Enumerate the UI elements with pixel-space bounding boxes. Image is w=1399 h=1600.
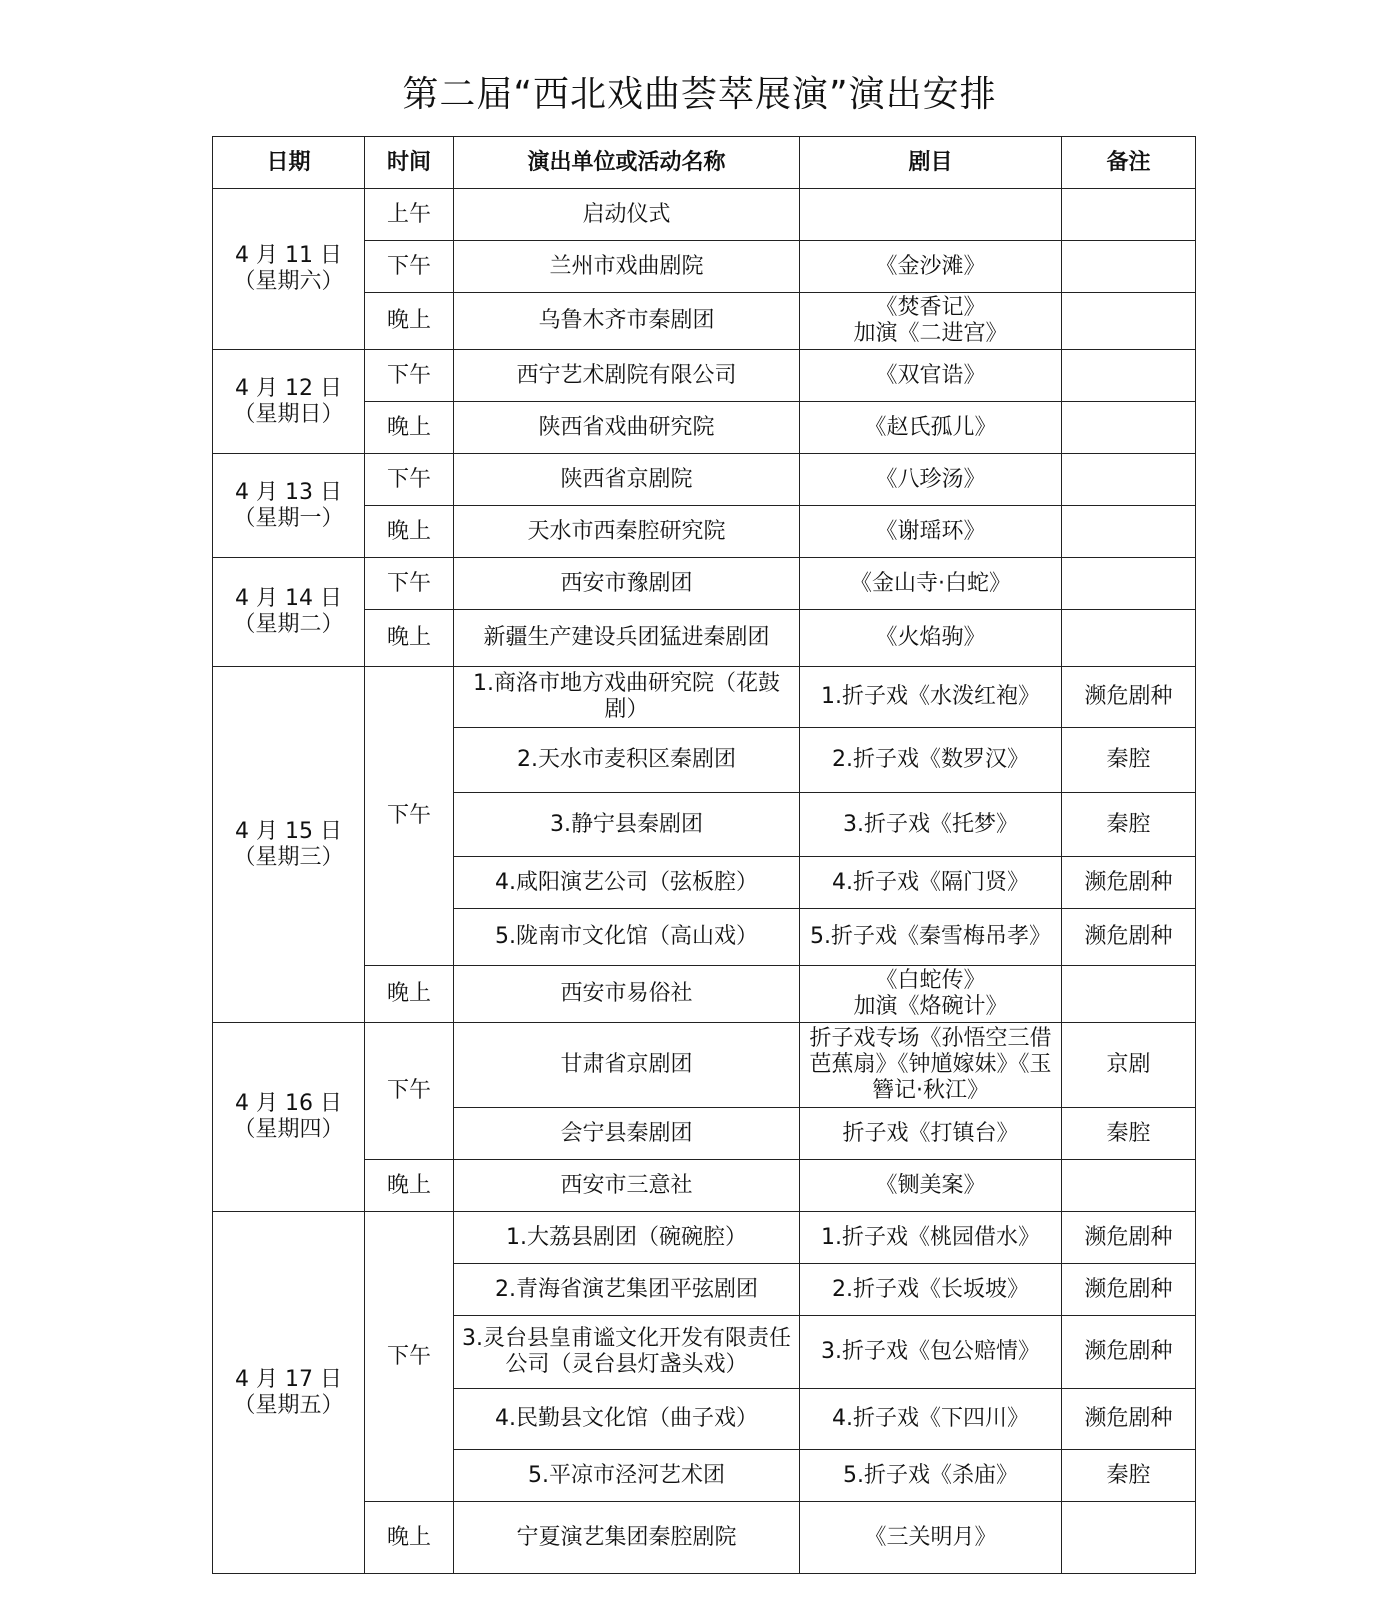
note-cell bbox=[1062, 241, 1196, 293]
time-cell: 下午 bbox=[365, 1212, 454, 1502]
unit-cell: 3.静宁县秦剧团 bbox=[454, 793, 800, 857]
play-cell: 5.折子戏《杀庙》 bbox=[800, 1450, 1062, 1502]
unit-cell: 5.陇南市文化馆（高山戏） bbox=[454, 909, 800, 966]
time-cell: 晚上 bbox=[365, 610, 454, 667]
time-cell: 晚上 bbox=[365, 1160, 454, 1212]
time-cell: 晚上 bbox=[365, 506, 454, 558]
date-cell: 4 月 16 日 （星期四） bbox=[213, 1023, 365, 1212]
play-cell bbox=[800, 189, 1062, 241]
header-time: 时间 bbox=[365, 137, 454, 189]
date-cell: 4 月 11 日 （星期六） bbox=[213, 189, 365, 350]
document-title: 第二届“西北戏曲荟萃展演”演出安排 bbox=[402, 74, 997, 115]
play-cell: 《金沙滩》 bbox=[800, 241, 1062, 293]
unit-cell: 2.天水市麦积区秦剧团 bbox=[454, 728, 800, 793]
header-row bbox=[213, 137, 1196, 189]
note-cell: 秦腔 bbox=[1062, 1450, 1196, 1502]
date-cell: 4 月 14 日 （星期二） bbox=[213, 558, 365, 667]
date-cell: 4 月 12 日 （星期日） bbox=[213, 350, 365, 454]
time-cell: 晚上 bbox=[365, 402, 454, 454]
play-cell: 《八珍汤》 bbox=[800, 454, 1062, 506]
play-cell: 《铡美案》 bbox=[800, 1160, 1062, 1212]
note-cell bbox=[1062, 506, 1196, 558]
time-cell: 下午 bbox=[365, 241, 454, 293]
play-cell: 《赵氏孤儿》 bbox=[800, 402, 1062, 454]
unit-cell: 天水市西秦腔研究院 bbox=[454, 506, 800, 558]
note-cell bbox=[1062, 610, 1196, 667]
play-cell: 3.折子戏《托梦》 bbox=[800, 793, 1062, 857]
play-cell: 1.折子戏《水泼红袍》 bbox=[800, 667, 1062, 728]
note-cell: 濒危剧种 bbox=[1062, 1212, 1196, 1264]
note-cell: 濒危剧种 bbox=[1062, 1264, 1196, 1316]
unit-cell: 会宁县秦剧团 bbox=[454, 1108, 800, 1160]
date-cell: 4 月 17 日 （星期五） bbox=[213, 1212, 365, 1574]
date-cell: 4 月 13 日 （星期一） bbox=[213, 454, 365, 558]
unit-cell: 西安市豫剧团 bbox=[454, 558, 800, 610]
note-cell bbox=[1062, 350, 1196, 402]
note-cell: 秦腔 bbox=[1062, 728, 1196, 793]
unit-cell: 乌鲁木齐市秦剧团 bbox=[454, 293, 800, 350]
unit-cell: 3.灵台县皇甫谧文化开发有限责任公司（灵台县灯盏头戏） bbox=[454, 1316, 800, 1389]
note-cell bbox=[1062, 1502, 1196, 1574]
note-cell: 秦腔 bbox=[1062, 1108, 1196, 1160]
play-cell: 3.折子戏《包公赔情》 bbox=[800, 1316, 1062, 1389]
unit-cell: 新疆生产建设兵团猛进秦剧团 bbox=[454, 610, 800, 667]
play-cell: 5.折子戏《秦雪梅吊孝》 bbox=[800, 909, 1062, 966]
unit-cell: 西安市三意社 bbox=[454, 1160, 800, 1212]
date-cell: 4 月 15 日 （星期三） bbox=[213, 667, 365, 1023]
play-cell: 4.折子戏《下四川》 bbox=[800, 1389, 1062, 1450]
table-row bbox=[213, 454, 1196, 506]
unit-cell: 西安市易俗社 bbox=[454, 966, 800, 1023]
play-cell: 《火焰驹》 bbox=[800, 610, 1062, 667]
note-cell: 濒危剧种 bbox=[1062, 909, 1196, 966]
table-row bbox=[213, 1212, 1196, 1264]
note-cell bbox=[1062, 1160, 1196, 1212]
unit-cell: 兰州市戏曲剧院 bbox=[454, 241, 800, 293]
table-row bbox=[213, 667, 1196, 728]
note-cell: 濒危剧种 bbox=[1062, 1389, 1196, 1450]
note-cell bbox=[1062, 966, 1196, 1023]
header-date: 日期 bbox=[213, 137, 365, 189]
time-cell: 上午 bbox=[365, 189, 454, 241]
time-cell: 下午 bbox=[365, 1023, 454, 1160]
note-cell: 秦腔 bbox=[1062, 793, 1196, 857]
unit-cell: 甘肃省京剧团 bbox=[454, 1023, 800, 1108]
unit-cell: 4.民勤县文化馆（曲子戏） bbox=[454, 1389, 800, 1450]
unit-cell: 5.平凉市泾河艺术团 bbox=[454, 1450, 800, 1502]
unit-cell: 西宁艺术剧院有限公司 bbox=[454, 350, 800, 402]
unit-cell: 启动仪式 bbox=[454, 189, 800, 241]
time-cell: 下午 bbox=[365, 454, 454, 506]
time-cell: 下午 bbox=[365, 558, 454, 610]
time-cell: 晚上 bbox=[365, 966, 454, 1023]
unit-cell: 1.商洛市地方戏曲研究院（花鼓剧） bbox=[454, 667, 800, 728]
unit-cell: 2.青海省演艺集团平弦剧团 bbox=[454, 1264, 800, 1316]
header-play: 剧目 bbox=[800, 137, 1062, 189]
unit-cell: 陕西省京剧院 bbox=[454, 454, 800, 506]
table-row bbox=[213, 558, 1196, 610]
play-cell: 《双官诰》 bbox=[800, 350, 1062, 402]
performance-schedule-table bbox=[212, 136, 1196, 1574]
play-cell: 《焚香记》 加演《二进宫》 bbox=[800, 293, 1062, 350]
note-cell: 濒危剧种 bbox=[1062, 1316, 1196, 1389]
table-row bbox=[213, 189, 1196, 241]
note-cell: 京剧 bbox=[1062, 1023, 1196, 1108]
note-cell: 濒危剧种 bbox=[1062, 857, 1196, 909]
time-cell: 晚上 bbox=[365, 293, 454, 350]
unit-cell: 1.大荔县剧团（碗碗腔） bbox=[454, 1212, 800, 1264]
note-cell bbox=[1062, 293, 1196, 350]
note-cell bbox=[1062, 189, 1196, 241]
unit-cell: 4.咸阳演艺公司（弦板腔） bbox=[454, 857, 800, 909]
play-cell: 折子戏专场《孙悟空三借芭蕉扇》《钟馗嫁妹》《玉簪记·秋江》 bbox=[800, 1023, 1062, 1108]
play-cell: 1.折子戏《桃园借水》 bbox=[800, 1212, 1062, 1264]
table-row bbox=[213, 350, 1196, 402]
play-cell: 4.折子戏《隔门贤》 bbox=[800, 857, 1062, 909]
play-cell: 折子戏《打镇台》 bbox=[800, 1108, 1062, 1160]
header-unit: 演出单位或活动名称 bbox=[454, 137, 800, 189]
note-cell bbox=[1062, 402, 1196, 454]
play-cell: 《金山寺·白蛇》 bbox=[800, 558, 1062, 610]
play-cell: 《谢瑶环》 bbox=[800, 506, 1062, 558]
note-cell bbox=[1062, 454, 1196, 506]
play-cell: 《白蛇传》 加演《烙碗计》 bbox=[800, 966, 1062, 1023]
play-cell: 2.折子戏《长坂坡》 bbox=[800, 1264, 1062, 1316]
table-row bbox=[213, 1023, 1196, 1108]
time-cell: 下午 bbox=[365, 667, 454, 966]
time-cell: 下午 bbox=[365, 350, 454, 402]
note-cell: 濒危剧种 bbox=[1062, 667, 1196, 728]
header-note: 备注 bbox=[1062, 137, 1196, 189]
unit-cell: 宁夏演艺集团秦腔剧院 bbox=[454, 1502, 800, 1574]
note-cell bbox=[1062, 558, 1196, 610]
play-cell: 2.折子戏《数罗汉》 bbox=[800, 728, 1062, 793]
time-cell: 晚上 bbox=[365, 1502, 454, 1574]
play-cell: 《三关明月》 bbox=[800, 1502, 1062, 1574]
unit-cell: 陕西省戏曲研究院 bbox=[454, 402, 800, 454]
